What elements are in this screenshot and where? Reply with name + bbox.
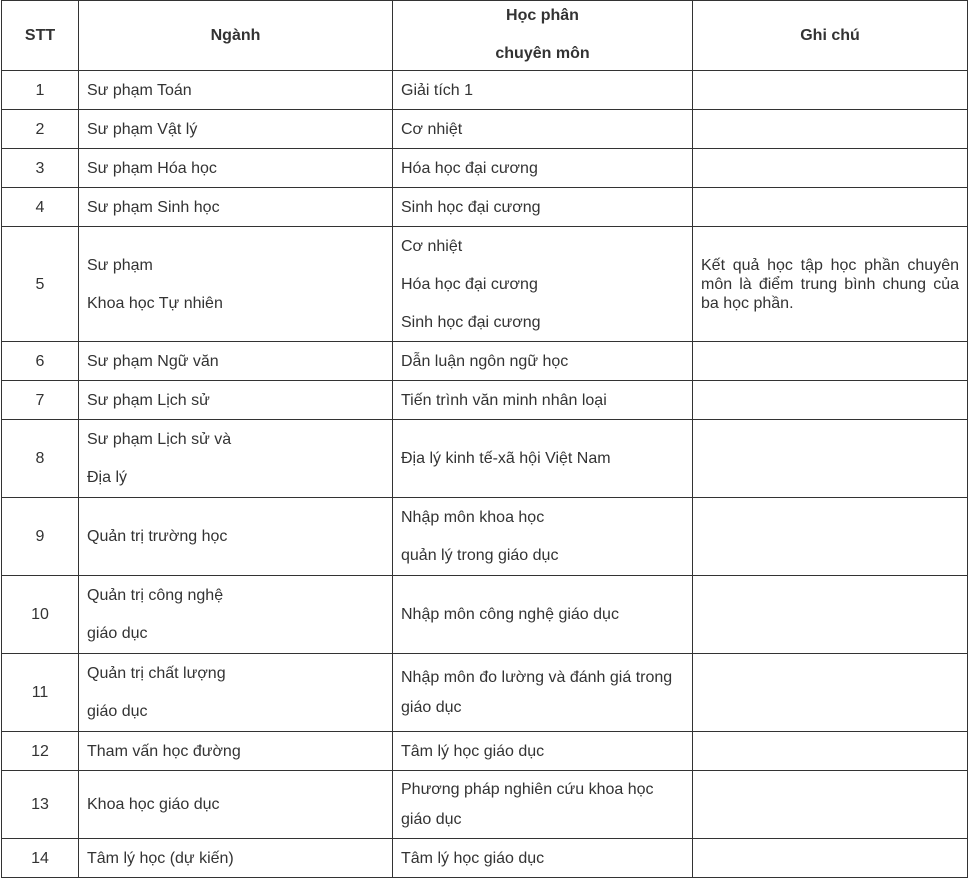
stt-cell: 1	[2, 71, 79, 110]
hoc-phan-cell	[393, 227, 693, 342]
stt-cell: 10	[2, 576, 79, 654]
header-row	[2, 1, 968, 71]
header-hoc-phan-line-1: Học phân	[506, 7, 579, 24]
nganh-cell: Sư phạm Vật lý	[79, 110, 393, 149]
stt-cell: 6	[2, 342, 79, 381]
hoc-phan-cell: Tâm lý học giáo dục	[393, 732, 693, 771]
hoc-phan-cell: Tâm lý học giáo dục	[393, 839, 693, 878]
header-hoc-phan	[393, 1, 693, 71]
hoc-phan-line: Cơ nhiệt	[401, 237, 463, 255]
stt-cell: 4	[2, 188, 79, 227]
nganh-cell	[79, 420, 393, 498]
header-nganh: Ngành	[79, 1, 393, 71]
table-row	[2, 71, 968, 110]
table-row	[2, 498, 968, 576]
stt-cell: 8	[2, 420, 79, 498]
nganh-cell: Khoa học giáo dục	[79, 771, 393, 839]
table-row	[2, 771, 968, 839]
table-row	[2, 654, 968, 732]
hoc-phan-line: Phương pháp nghiên cứu khoa học	[401, 781, 654, 798]
nganh-cell: Sư phạm Ngữ văn	[79, 342, 393, 381]
ghi-chu-cell	[693, 381, 968, 420]
stt-cell: 5	[2, 227, 79, 342]
hoc-phan-cell: Hóa học đại cương	[393, 149, 693, 188]
ghi-chu-cell	[693, 576, 968, 654]
table-row	[2, 342, 968, 381]
nganh-line: Địa lý	[87, 469, 128, 486]
table-row	[2, 732, 968, 771]
nganh-cell: Sư phạm Sinh học	[79, 188, 393, 227]
ghi-chu-cell	[693, 420, 968, 498]
table-row	[2, 576, 968, 654]
ghi-chu-cell	[693, 110, 968, 149]
nganh-cell	[79, 576, 393, 654]
stt-cell: 11	[2, 654, 79, 732]
hoc-phan-cell: Tiến trình văn minh nhân loại	[393, 381, 693, 420]
ghi-chu-note: Kết quả học tập học phần chuyên môn là điểm trung bình chung của ba học phần.	[693, 227, 968, 342]
nganh-line: giáo dục	[87, 625, 148, 642]
nganh-line: Sư phạm Lịch sử và	[87, 431, 232, 448]
table-row	[2, 381, 968, 420]
table-row	[2, 839, 968, 878]
hoc-phan-line: Sinh học đại cương	[401, 313, 541, 331]
ghi-chu-cell	[693, 342, 968, 381]
table-row	[2, 227, 968, 342]
header-stt: STT	[2, 1, 79, 71]
ghi-chu-cell	[693, 771, 968, 839]
majors-table	[1, 0, 968, 878]
nganh-cell	[79, 227, 393, 342]
hoc-phan-cell: Nhập môn công nghệ giáo dục	[393, 576, 693, 654]
table-row	[2, 188, 968, 227]
hoc-phan-cell: Địa lý kinh tế-xã hội Việt Nam	[393, 420, 693, 498]
hoc-phan-line: Nhập môn đo lường và đánh giá trong	[401, 669, 673, 686]
nganh-line: Quản trị công nghệ	[87, 587, 224, 604]
hoc-phan-line: Hóa học đại cương	[401, 275, 538, 293]
table-row	[2, 149, 968, 188]
nganh-cell: Sư phạm Hóa học	[79, 149, 393, 188]
stt-cell: 9	[2, 498, 79, 576]
nganh-cell: Sư phạm Toán	[79, 71, 393, 110]
stt-cell: 2	[2, 110, 79, 149]
ghi-chu-cell	[693, 654, 968, 732]
nganh-line: Khoa học Tự nhiên	[87, 294, 223, 312]
ghi-chu-cell	[693, 188, 968, 227]
nganh-line: Sư phạm	[87, 256, 153, 274]
hoc-phan-line: Nhập môn khoa học	[401, 509, 545, 526]
ghi-chu-cell	[693, 71, 968, 110]
hoc-phan-cell	[393, 771, 693, 839]
stt-cell: 3	[2, 149, 79, 188]
ghi-chu-cell	[693, 732, 968, 771]
stt-cell: 14	[2, 839, 79, 878]
nganh-cell: Tham vấn học đường	[79, 732, 393, 771]
hoc-phan-line: giáo dục	[401, 811, 462, 828]
stt-cell: 13	[2, 771, 79, 839]
header-hoc-phan-line-2: chuyên môn	[495, 45, 590, 62]
hoc-phan-cell: Giải tích 1	[393, 71, 693, 110]
hoc-phan-line: giáo dục	[401, 699, 462, 716]
stt-cell: 12	[2, 732, 79, 771]
ghi-chu-cell	[693, 149, 968, 188]
table-row	[2, 420, 968, 498]
hoc-phan-cell	[393, 654, 693, 732]
nganh-line: Quản trị chất lượng	[87, 665, 226, 682]
nganh-cell: Tâm lý học (dự kiến)	[79, 839, 393, 878]
hoc-phan-cell: Dẫn luận ngôn ngữ học	[393, 342, 693, 381]
nganh-cell: Quản trị trường học	[79, 498, 393, 576]
table-row	[2, 110, 968, 149]
hoc-phan-line: quản lý trong giáo dục	[401, 547, 559, 564]
hoc-phan-cell: Cơ nhiệt	[393, 110, 693, 149]
ghi-chu-cell	[693, 498, 968, 576]
hoc-phan-cell: Sinh học đại cương	[393, 188, 693, 227]
stt-cell: 7	[2, 381, 79, 420]
hoc-phan-cell	[393, 498, 693, 576]
nganh-cell	[79, 654, 393, 732]
header-ghi-chu: Ghi chú	[693, 1, 968, 71]
ghi-chu-cell	[693, 839, 968, 878]
nganh-line: giáo dục	[87, 703, 148, 720]
nganh-cell: Sư phạm Lịch sử	[79, 381, 393, 420]
